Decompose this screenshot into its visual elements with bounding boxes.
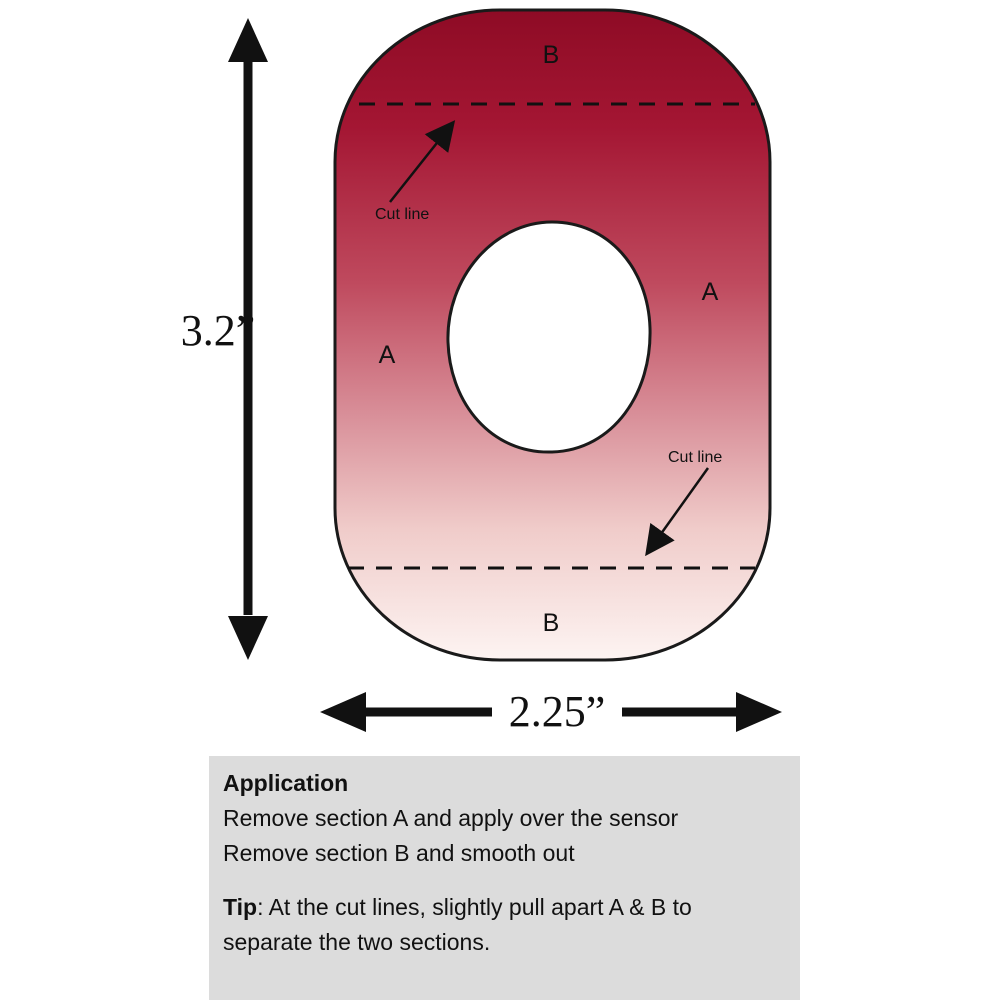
section-label-right-a: A (701, 278, 719, 306)
callout-tip-text: : At the cut lines, slightly pull apart A & B to separate the two sections. (223, 894, 692, 955)
section-label-top-b: B (542, 41, 560, 69)
callout-step-2: Remove section B and smooth out (223, 839, 575, 866)
section-label-bottom-b: B (542, 609, 560, 637)
callout-tip (223, 890, 786, 959)
section-label-left-a: A (378, 341, 396, 369)
height-dimension-label: 3.2” (180, 306, 256, 355)
callout-title: Application (223, 770, 349, 796)
callout-tip-label: Tip (223, 894, 258, 921)
width-dimension (320, 687, 782, 736)
patch-shape (335, 10, 770, 660)
application-callout (209, 756, 800, 1000)
width-dimension-label: 2.25” (508, 687, 606, 736)
callout-step-1: Remove section A and apply over the sensor (223, 805, 679, 832)
cut-line-top-label: Cut line (375, 206, 430, 223)
cut-line-bottom-label: Cut line (668, 449, 723, 466)
height-dimension (181, 18, 268, 660)
callout-spacer (223, 870, 786, 890)
